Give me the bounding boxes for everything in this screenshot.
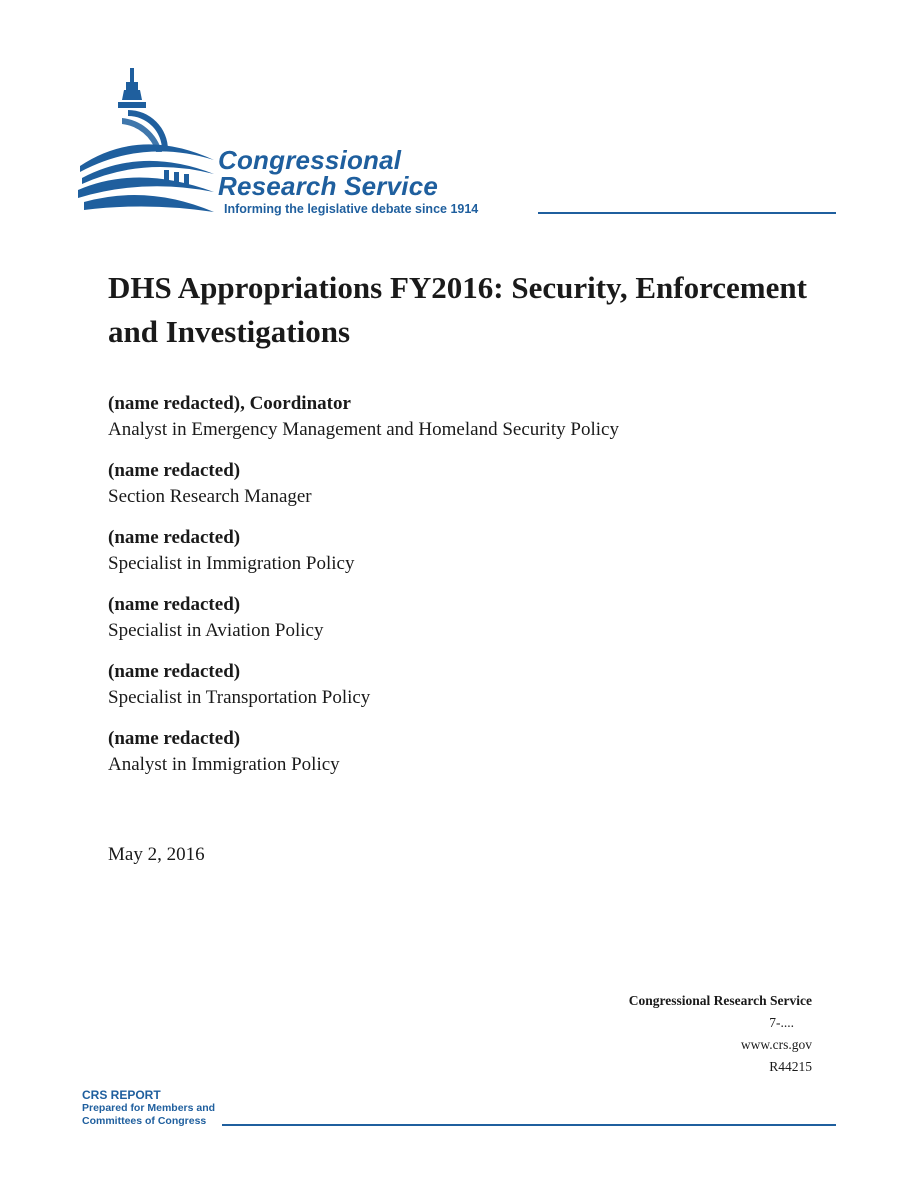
author-name: (name redacted) [108, 728, 241, 749]
report-date: May 2, 2016 [108, 844, 205, 865]
author-role: Specialist in Transportation Policy [108, 687, 371, 708]
author-entry [108, 526, 828, 577]
author-role: Specialist in Aviation Policy [108, 620, 324, 641]
report-number: R44215 [769, 1059, 812, 1074]
logo-title-line2: Research Service [218, 171, 439, 201]
author-entry [108, 392, 828, 443]
author-role: Specialist in Immigration Policy [108, 553, 355, 574]
author-name: (name redacted) [108, 460, 241, 481]
author-list [108, 392, 828, 794]
author-role: Analyst in Immigration Policy [108, 754, 340, 775]
logo-divider [538, 212, 836, 214]
crs-report-label [82, 1089, 215, 1128]
footer-divider [222, 1124, 836, 1126]
crs-org-name: Congressional Research Service [628, 993, 812, 1008]
crs-report-subline-1: Prepared for Members and [82, 1102, 216, 1114]
crs-website[interactable]: www.crs.gov [740, 1037, 812, 1052]
crs-report-heading: CRS REPORT [82, 1088, 161, 1102]
author-entry [108, 593, 828, 644]
logo-title-line1: Congressional [218, 145, 402, 175]
crs-info-block [629, 990, 812, 1078]
author-role: Section Research Manager [108, 486, 312, 507]
author-role: Analyst in Emergency Management and Homeland Security Policy [108, 419, 619, 440]
author-entry [108, 727, 828, 778]
author-entry [108, 459, 828, 510]
logo-tagline: Informing the legislative debate since 1914 [224, 202, 479, 216]
crs-report-subline-2: Committees of Congress [82, 1115, 207, 1127]
author-name: (name redacted), Coordinator [108, 393, 351, 414]
report-title: DHS Appropriations FY2016: Security, Enforcement and Investigations [108, 270, 807, 349]
capitol-dome-icon [78, 66, 218, 216]
author-name: (name redacted) [108, 661, 241, 682]
author-name: (name redacted) [108, 594, 241, 615]
author-entry [108, 660, 828, 711]
author-name: (name redacted) [108, 527, 241, 548]
crs-logo [78, 66, 838, 226]
crs-phone: 7-.... [769, 1015, 794, 1030]
